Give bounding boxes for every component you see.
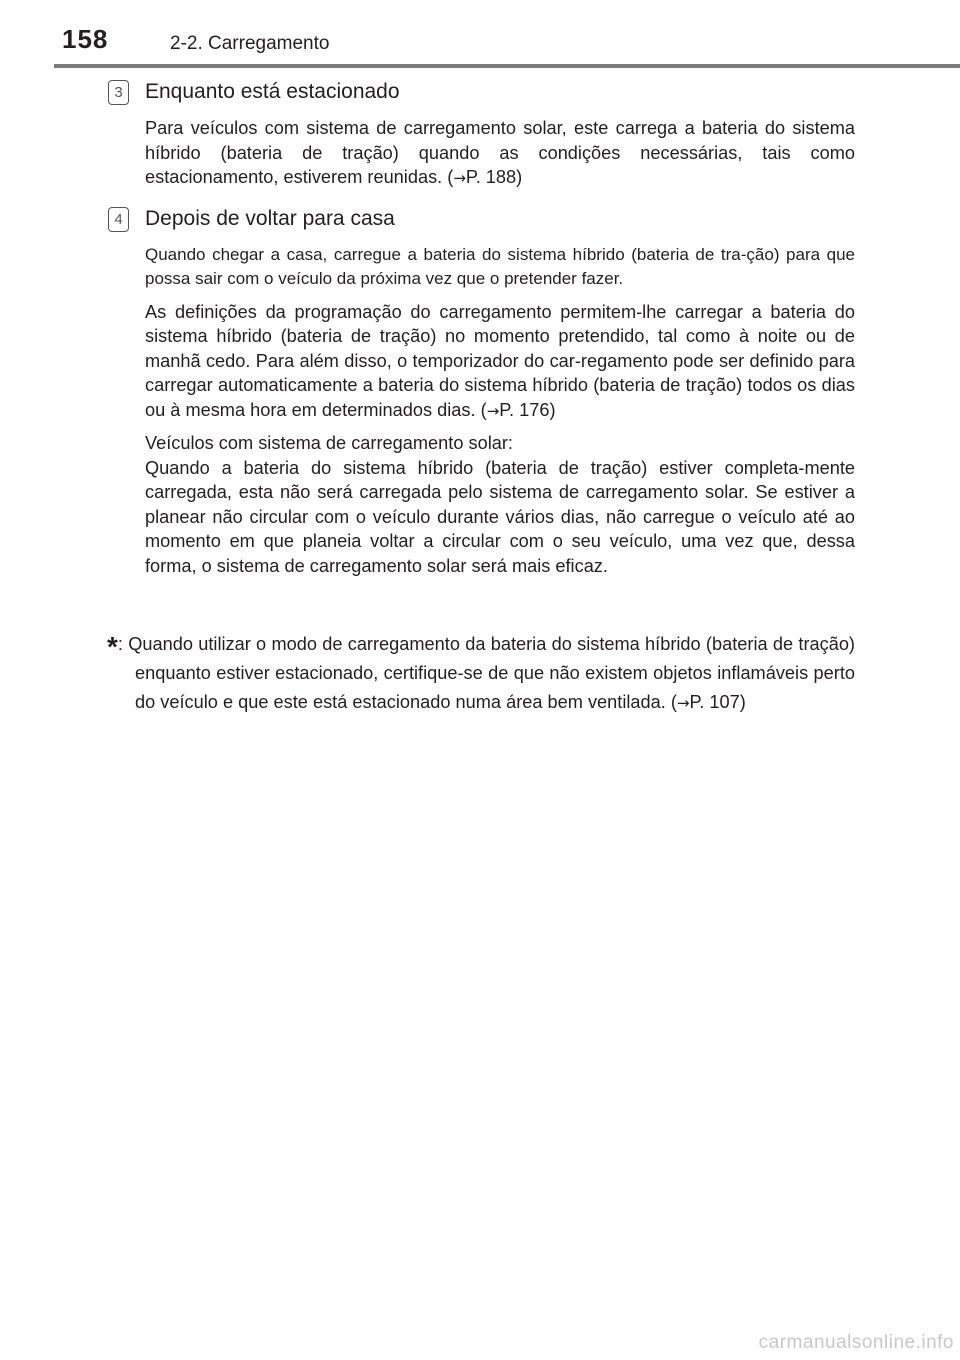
arrow-icon: →: [676, 694, 690, 712]
item-3-text: [145, 116, 855, 191]
section-title: 2-2. Carregamento: [170, 33, 330, 54]
page-reference-link[interactable]: P. 107): [689, 692, 746, 712]
footnote-text: : Quando utilizar o modo de carregamento da bateria do sistema híbrido (bateria de tração) enquanto estiver estacionado, certifique-se de que não existem objetos inflamáveis perto do veículo e que este está estacionado numa área bem ventilada. (: [117, 634, 855, 712]
footnote-body: [107, 630, 855, 718]
item-4-paragraph-3: Quando a bateria do sistema híbrido (bateria de tração) estiver completa-mente carregada, esta não será carregada pelo sistema de carregamento solar. Se estiver a planear não circular com o veículo durante vários dias, não carregue o veículo até ao momento em que planeia voltar a circular com o seu veículo, uma vez que, dessa forma, o sistema de carregamento solar será mais eficaz.: [145, 457, 855, 576]
item-number-badge: 3: [108, 80, 129, 105]
page-content: [114, 78, 855, 586]
asterisk-icon: *: [107, 631, 118, 662]
page-reference-link[interactable]: P. 188): [465, 167, 523, 187]
item-4-paragraph-3-title: Veículos com sistema de carregamento solar:: [145, 433, 513, 453]
item-3-heading: [114, 78, 855, 106]
item-4-paragraph-1: Quando chegar a casa, carregue a bateria do sistema híbrido (bateria de tra-ção) para que possa sair com o veículo da próxima vez que o pretender fazer.: [145, 244, 855, 288]
item-3-title: Enquanto está estacionado: [145, 80, 400, 103]
arrow-icon: →: [453, 169, 466, 187]
footnote: [107, 630, 855, 718]
item-4-title: Depois de voltar para casa: [145, 206, 395, 230]
arrow-icon: →: [486, 401, 500, 420]
item-4-paragraph-2-main: As definições da programação do carregamento permitem-lhe carregar a bateria do sistema híbrido (bateria de tração) no momento pretendido, tal como à noite ou de manhã cedo. Para além disso, o temporizador do car-regamento pode ser definido para carregar automaticamente a bateria do sistema híbrido (bateria de tração) todos os dias ou à mesma hora em determinados dias. (: [145, 301, 855, 420]
item-4-heading: [114, 205, 855, 233]
watermark: carmanualsonline.info: [758, 1332, 954, 1353]
item-3-text-main: Para veículos com sistema de carregamento solar, este carrega a bateria do sistema híbrido (bateria de tração) quando as condições necessárias, tais como estacionamento, estiverem reunidas. (: [145, 118, 855, 187]
header-divider: [54, 64, 960, 68]
page-reference-link[interactable]: P. 176): [499, 399, 556, 420]
item-4-paragraph-2: [145, 300, 855, 424]
item-number-badge: 4: [108, 207, 129, 232]
page-number: 158: [62, 24, 109, 54]
